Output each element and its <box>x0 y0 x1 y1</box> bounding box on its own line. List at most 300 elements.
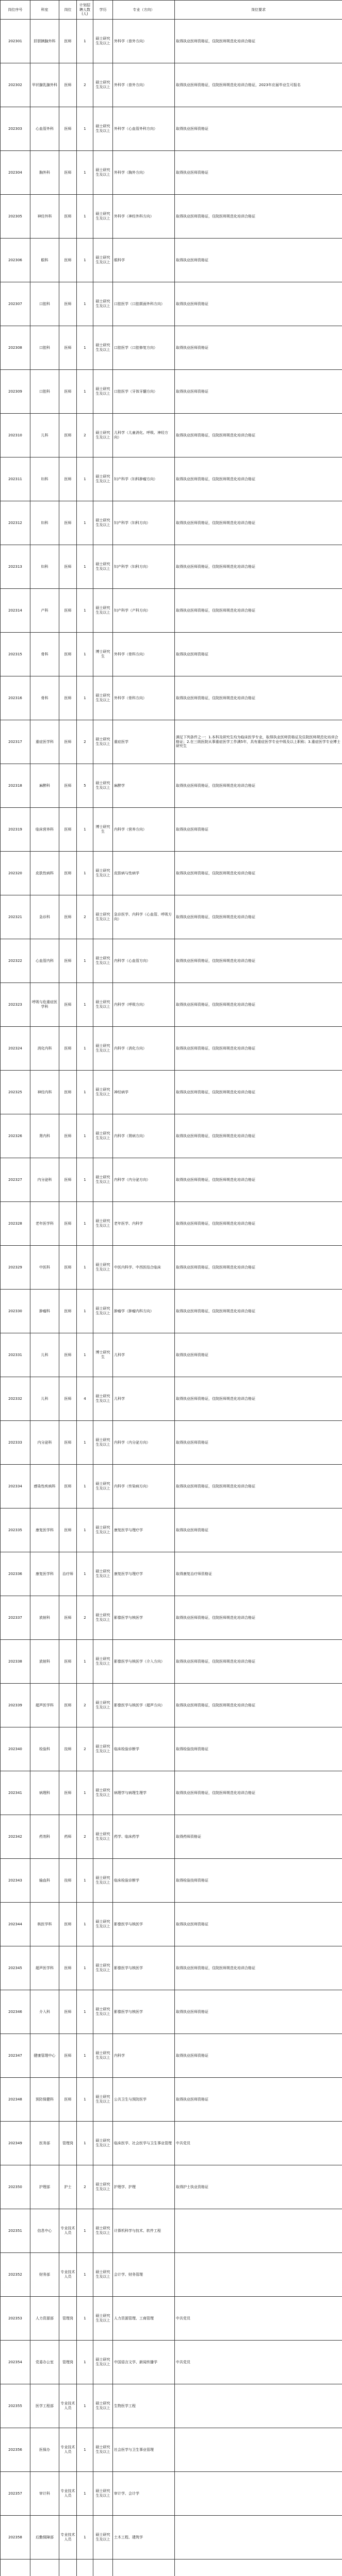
cell-req: 取得执业医师资格证，住院医师规范化培训合格证 <box>175 852 342 895</box>
cell-post: 医师 <box>59 2078 77 2122</box>
cell-count: 1 <box>77 2472 93 2516</box>
cell-count: 1 <box>77 2428 93 2472</box>
cell-id <box>1 2560 30 2576</box>
cell-major: 儿科学（儿童消化、呼吸、神经方向） <box>113 414 175 457</box>
table-row <box>1 1509 342 1552</box>
cell-count: 1 <box>77 2034 93 2078</box>
cell-req: 取得执业医师资格证，住院医师规范化培训合格证 <box>175 1640 342 1684</box>
cell-count: 1 <box>77 107 93 151</box>
cell-post: 医师 <box>59 1421 77 1465</box>
cell-id: 202306 <box>1 239 30 282</box>
cell-count: 2 <box>77 895 93 939</box>
cell-dept: 医保办 <box>30 2428 59 2472</box>
cell-req: 取得执业医师资格证，住院医师规范化培训合格证 <box>175 545 342 589</box>
cell-edu: 硕士研究生及以上 <box>93 63 113 107</box>
cell-count: 1 <box>77 2122 93 2165</box>
cell-post: 医师 <box>59 1246 77 1290</box>
cell-req: 取得执业医师资格证，住院医师规范化培训合格证，2023年应届毕业生可报名 <box>175 63 342 107</box>
header-cell-count: 计划招聘人数(人) <box>77 1 93 20</box>
table-row <box>1 939 342 983</box>
cell-edu: 硕士研究生及以上 <box>93 151 113 195</box>
cell-dept: 护理部 <box>30 2165 59 2209</box>
cell-req: 取得执业医师资格证，住院医师规范化培训合格证 <box>175 1071 342 1114</box>
cell-post: 专业技术人员 <box>59 2384 77 2428</box>
cell-req <box>175 2428 342 2472</box>
table-row <box>1 20 342 63</box>
cell-major: 麻醉学 <box>113 764 175 808</box>
cell-major: 妇产科学（产科方向） <box>113 589 175 633</box>
cell-id: 202349 <box>1 2122 30 2165</box>
cell-count: 1 <box>77 1246 93 1290</box>
cell-req: 中共党员 <box>175 2122 342 2165</box>
cell-dept: 眼科 <box>30 239 59 282</box>
cell-id: 202302 <box>1 63 30 107</box>
cell-major: 外科学（神经外科方向） <box>113 195 175 239</box>
cell-major: 影像医学与核医学 <box>113 1990 175 2034</box>
cell-post: 医师 <box>59 895 77 939</box>
cell-id: 202305 <box>1 195 30 239</box>
cell-count: 1 <box>77 1859 93 1903</box>
cell-dept: 妇科 <box>30 501 59 545</box>
cell-edu: 硕士研究生及以上 <box>93 1990 113 2034</box>
cell-count: 1 <box>77 1640 93 1684</box>
cell-id: 202317 <box>1 720 30 764</box>
cell-major: 社会医学与卫生事业管理 <box>113 2428 175 2472</box>
cell-dept: 呼吸与危重症医学科 <box>30 983 59 1027</box>
cell-count: 1 <box>77 282 93 326</box>
table-row <box>1 545 342 589</box>
cell-id: 202337 <box>1 1596 30 1640</box>
cell-major: 审计学、会计学 <box>113 2472 175 2516</box>
cell-id: 202308 <box>1 326 30 370</box>
cell-post: 专业技术人员 <box>59 2472 77 2516</box>
table-row <box>1 676 342 720</box>
cell-id: 202322 <box>1 939 30 983</box>
cell-major: 神经病学 <box>113 1071 175 1114</box>
cell-id: 202307 <box>1 282 30 326</box>
cell-post: 药师 <box>59 1815 77 1859</box>
cell-req <box>175 2209 342 2253</box>
cell-post: 医师 <box>59 808 77 852</box>
cell-major: 内科学（内分泌方向） <box>113 1421 175 1465</box>
cell-req: 取得执业医师资格证，住院医师规范化培训合格证 <box>175 457 342 501</box>
table-row <box>1 1202 342 1246</box>
cell-post: 管理岗 <box>59 2122 77 2165</box>
table-row <box>1 151 342 195</box>
cell-edu: 硕士研究生及以上 <box>93 545 113 589</box>
cell-dept: 预防保健科 <box>30 2078 59 2122</box>
cell-count <box>77 2560 93 2576</box>
cell-count: 1 <box>77 1202 93 1246</box>
cell-post: 医师 <box>59 764 77 808</box>
table-row <box>1 501 342 545</box>
table-row <box>1 457 342 501</box>
cell-dept: 肝胆胰腺外科 <box>30 20 59 63</box>
cell-post: 医师 <box>59 107 77 151</box>
cell-req: 取得执业医师资格证 <box>175 1903 342 1946</box>
cell-edu: 硕士研究生及以上 <box>93 939 113 983</box>
cell-edu: 硕士研究生及以上 <box>93 282 113 326</box>
cell-dept: 儿科 <box>30 414 59 457</box>
cell-req <box>175 2560 342 2576</box>
cell-major: 影像医学与核医学 <box>113 1946 175 1990</box>
cell-post: 技师 <box>59 1727 77 1771</box>
cell-major: 急诊医学、内科学（心血管、呼吸方向） <box>113 895 175 939</box>
cell-count: 1 <box>77 983 93 1027</box>
cell-dept: 康复医学科 <box>30 1552 59 1596</box>
cell-req: 中共党员 <box>175 2341 342 2384</box>
cell-id: 202358 <box>1 2516 30 2560</box>
cell-dept: 超声医学科 <box>30 1946 59 1990</box>
cell-post: 医师 <box>59 370 77 414</box>
cell-major: 内科学（肾病方向） <box>113 1114 175 1158</box>
cell-id: 202357 <box>1 2472 30 2516</box>
cell-req: 满足下列条件之一：1.本科及研究生均为临床医学专业，取得执业医师资格证及住院医师规范化培训合格证；2.在三级医院从事重症医学工作满5年，具有重症医学专业中级及以上职称；3.重症医学专业博士研究生 <box>175 720 342 764</box>
cell-req: 取得执业医师资格证 <box>175 107 342 151</box>
table-row <box>1 852 342 895</box>
cell-req <box>175 2516 342 2560</box>
cell-major: 口腔医学（牙体牙髓方向） <box>113 370 175 414</box>
table-row <box>1 2253 342 2297</box>
cell-count: 2 <box>77 63 93 107</box>
cell-req: 取得药师资格证 <box>175 1815 342 1859</box>
cell-req: 取得执业医师资格证 <box>175 808 342 852</box>
header-cell-post: 岗位 <box>59 1 77 20</box>
cell-edu: 硕士研究生及以上 <box>93 1815 113 1859</box>
cell-req: 取得执业医师资格证，住院医师规范化培训合格证 <box>175 676 342 720</box>
cell-post: 医师 <box>59 589 77 633</box>
cell-major: 护理学、护理 <box>113 2165 175 2209</box>
header-row <box>1 1 342 20</box>
cell-count: 1 <box>77 2516 93 2560</box>
cell-dept: 财务部 <box>30 2253 59 2297</box>
cell-id: 202329 <box>1 1246 30 1290</box>
cell-id: 202310 <box>1 414 30 457</box>
header-cell-req: 岗位要求 <box>175 1 342 20</box>
cell-post: 医师 <box>59 326 77 370</box>
cell-edu: 硕士研究生及以上 <box>93 239 113 282</box>
cell-id: 202353 <box>1 2297 30 2341</box>
cell-edu: 硕士研究生及以上 <box>93 1421 113 1465</box>
cell-id: 202316 <box>1 676 30 720</box>
cell-post: 医师 <box>59 1027 77 1071</box>
table-row <box>1 1946 342 1990</box>
cell-post: 医师 <box>59 852 77 895</box>
cell-edu: 硕士研究生及以上 <box>93 2078 113 2122</box>
table-row <box>1 2472 342 2516</box>
cell-dept: 核医学科 <box>30 1903 59 1946</box>
cell-major: 外科学（心血管外科方向） <box>113 107 175 151</box>
cell-id: 202339 <box>1 1684 30 1727</box>
cell-major: 皮肤病与性病学 <box>113 852 175 895</box>
table-row <box>1 1071 342 1114</box>
cell-post: 医师 <box>59 633 77 676</box>
cell-major: 眼科学 <box>113 239 175 282</box>
table-row <box>1 2078 342 2122</box>
table-row <box>1 764 342 808</box>
cell-dept: 输血科 <box>30 1859 59 1903</box>
cell-count: 1 <box>77 1027 93 1071</box>
cell-major: 重症医学 <box>113 720 175 764</box>
cell-req: 取得执业医师资格证，住院医师规范化培训合格证 <box>175 501 342 545</box>
cell-major: 妇产科学（妇科方向） <box>113 545 175 589</box>
table-row <box>1 1771 342 1815</box>
table-row <box>1 195 342 239</box>
cell-major: 公共卫生与预防医学 <box>113 2078 175 2122</box>
table-row <box>1 1727 342 1771</box>
cell-post: 医师 <box>59 1640 77 1684</box>
cell-major: 肿瘤学（肿瘤内科方向） <box>113 1290 175 1333</box>
cell-req: 取得执业医师资格证 <box>175 1421 342 1465</box>
cell-id: 202324 <box>1 1027 30 1071</box>
cell-edu: 硕士研究生及以上 <box>93 1246 113 1290</box>
cell-post: 医师 <box>59 939 77 983</box>
cell-dept: 骨科 <box>30 676 59 720</box>
cell-major: 内科学 <box>113 2034 175 2078</box>
cell-dept: 重症医学科 <box>30 720 59 764</box>
cell-dept: 急诊科 <box>30 895 59 939</box>
cell-dept: 审计科 <box>30 2472 59 2516</box>
cell-dept: 感染性疾病科 <box>30 1465 59 1509</box>
cell-dept: 麻醉科 <box>30 764 59 808</box>
cell-major: 妇产科学（妇科肿瘤方向） <box>113 457 175 501</box>
cell-id: 202346 <box>1 1990 30 2034</box>
cell-req: 取得执业医师资格证，住院医师规范化培训合格证 <box>175 1202 342 1246</box>
table-row <box>1 1027 342 1071</box>
cell-id: 202320 <box>1 852 30 895</box>
cell-edu: 硕士研究生及以上 <box>93 1640 113 1684</box>
cell-id: 202335 <box>1 1509 30 1552</box>
cell-major: 内科学（心血管方向） <box>113 939 175 983</box>
cell-edu: 硕士研究生及以上 <box>93 2341 113 2384</box>
cell-count: 1 <box>77 1990 93 2034</box>
cell-req: 取得检验技师资格证 <box>175 1859 342 1903</box>
cell-major: 内科学（传染病方向） <box>113 1465 175 1509</box>
cell-major: 影像医学与核医学 <box>113 1903 175 1946</box>
table-row <box>1 2209 342 2253</box>
cell-dept: 产科 <box>30 589 59 633</box>
cell-id: 202327 <box>1 1158 30 1202</box>
cell-edu: 硕士研究生及以上 <box>93 589 113 633</box>
cell-count: 1 <box>77 852 93 895</box>
cell-post: 医师 <box>59 63 77 107</box>
cell-req: 取得执业医师资格证，住院医师规范化培训合格证 <box>175 1114 342 1158</box>
cell-req: 取得执业医师资格证，住院医师规范化培训合格证 <box>175 1596 342 1640</box>
cell-post: 医师 <box>59 720 77 764</box>
cell-id: 202309 <box>1 370 30 414</box>
cell-count: 1 <box>77 501 93 545</box>
cell-count: 1 <box>77 2078 93 2122</box>
cell-dept: 放射科 <box>30 1596 59 1640</box>
cell-id: 202326 <box>1 1114 30 1158</box>
cell-edu: 硕士研究生及以上 <box>93 2209 113 2253</box>
cell-edu: 硕士研究生及以上 <box>93 326 113 370</box>
cell-edu: 硕士研究生及以上 <box>93 1946 113 1990</box>
cell-major: 计算机科学与技术、软件工程 <box>113 2209 175 2253</box>
table-row <box>1 589 342 633</box>
table-row <box>1 983 342 1027</box>
cell-count: 1 <box>77 545 93 589</box>
cell-edu: 硕士研究生及以上 <box>93 370 113 414</box>
table-row <box>1 1684 342 1727</box>
cell-edu: 博士研究生 <box>93 633 113 676</box>
cell-dept: 介入科 <box>30 1990 59 2034</box>
table-row <box>1 2297 342 2341</box>
cell-post: 医师 <box>59 239 77 282</box>
cell-major: 影像医学与核医学 <box>113 1596 175 1640</box>
cell-major: 中医内科学、中西医结合临床 <box>113 1246 175 1290</box>
cell-edu <box>93 2560 113 2576</box>
cell-count: 2 <box>77 720 93 764</box>
cell-post: 医师 <box>59 1114 77 1158</box>
cell-count: 1 <box>77 1071 93 1114</box>
cell-post: 专业技术人员 <box>59 2253 77 2297</box>
cell-edu: 硕士研究生及以上 <box>93 2034 113 2078</box>
cell-major: 影像医学与核医学（介入方向） <box>113 1640 175 1684</box>
cell-dept: 内分泌科 <box>30 1421 59 1465</box>
cell-count: 1 <box>77 939 93 983</box>
table-row <box>1 63 342 107</box>
cell-major: 老年医学、内科学 <box>113 1202 175 1246</box>
cell-post: 医师 <box>59 1071 77 1114</box>
cell-edu: 硕士研究生及以上 <box>93 2297 113 2341</box>
cell-id: 202338 <box>1 1640 30 1684</box>
cell-post: 医师 <box>59 1377 77 1421</box>
cell-req: 取得执业医师资格证 <box>175 1509 342 1552</box>
cell-dept: 人力资源部 <box>30 2297 59 2341</box>
cell-dept <box>30 2560 59 2576</box>
cell-dept: 党委办公室 <box>30 2341 59 2384</box>
cell-edu: 硕士研究生及以上 <box>93 2428 113 2472</box>
table-row <box>1 2384 342 2428</box>
cell-edu: 硕士研究生及以上 <box>93 1377 113 1421</box>
cell-req <box>175 2384 342 2428</box>
cell-count: 1 <box>77 1333 93 1377</box>
header-cell-dept: 科室 <box>30 1 59 20</box>
cell-major: 外科学（骨科方向） <box>113 676 175 720</box>
cell-id: 202325 <box>1 1071 30 1114</box>
cell-count: 1 <box>77 457 93 501</box>
cell-major: 内科学（营养方向） <box>113 808 175 852</box>
cell-post: 医师 <box>59 1903 77 1946</box>
cell-id: 202334 <box>1 1465 30 1509</box>
table-row <box>1 1158 342 1202</box>
cell-major: 会计学、财务管理 <box>113 2253 175 2297</box>
cell-major: 土木工程、建筑学 <box>113 2516 175 2560</box>
cell-edu: 硕士研究生及以上 <box>93 2122 113 2165</box>
cell-post: 医师 <box>59 1509 77 1552</box>
table-body <box>1 20 342 2576</box>
cell-post: 医师 <box>59 1596 77 1640</box>
cell-req: 取得执业医师资格证，住院医师规范化培训合格证 <box>175 983 342 1027</box>
cell-req: 取得执业医师资格证，住院医师规范化培训合格证 <box>175 1684 342 1727</box>
cell-major: 口腔医学（口腔颌面外科方向） <box>113 282 175 326</box>
cell-count: 1 <box>77 1552 93 1596</box>
cell-id: 202313 <box>1 545 30 589</box>
cell-req: 取得执业医师资格证，住院医师规范化培训合格证 <box>175 1027 342 1071</box>
cell-id: 202319 <box>1 808 30 852</box>
cell-dept: 后勤保障部 <box>30 2516 59 2560</box>
cell-major: 临床检验诊断学 <box>113 1727 175 1771</box>
cell-id: 202345 <box>1 1946 30 1990</box>
cell-post: 医师 <box>59 195 77 239</box>
cell-post: 护士 <box>59 2165 77 2209</box>
cell-post: 治疗师 <box>59 1552 77 1596</box>
cell-post: 医师 <box>59 1946 77 1990</box>
cell-post: 技师 <box>59 1859 77 1903</box>
cell-dept: 康复医学科 <box>30 1509 59 1552</box>
cell-major: 妇产科学（妇科方向） <box>113 501 175 545</box>
cell-dept: 药剂科 <box>30 1815 59 1859</box>
cell-post: 医师 <box>59 1158 77 1202</box>
cell-id: 202315 <box>1 633 30 676</box>
cell-dept: 检验科 <box>30 1727 59 1771</box>
cell-count: 1 <box>77 195 93 239</box>
table-row <box>1 1859 342 1903</box>
table-row <box>1 2428 342 2472</box>
cell-count: 1 <box>77 808 93 852</box>
cell-post: 医师 <box>59 2034 77 2078</box>
cell-id: 202303 <box>1 107 30 151</box>
cell-post: 医师 <box>59 501 77 545</box>
cell-id: 202318 <box>1 764 30 808</box>
cell-post: 专业技术人员 <box>59 2209 77 2253</box>
cell-req: 取得执业医师资格证，住院医师规范化培训合格证 <box>175 1377 342 1421</box>
cell-req: 取得执业医师资格证 <box>175 1990 342 2034</box>
table-row <box>1 1990 342 2034</box>
cell-major: 外科学（骨科方向） <box>113 633 175 676</box>
cell-count: 1 <box>77 676 93 720</box>
cell-edu: 硕士研究生及以上 <box>93 1684 113 1727</box>
cell-req: 取得执业医师资格证，住院医师规范化培训合格证 <box>175 939 342 983</box>
cell-id: 202311 <box>1 457 30 501</box>
cell-major: 临床检验诊断学 <box>113 1859 175 1903</box>
cell-dept: 消化内科 <box>30 1027 59 1071</box>
cell-dept: 肿瘤科 <box>30 1290 59 1333</box>
table-row <box>1 1246 342 1290</box>
cell-req: 取得执业医师资格证 <box>175 151 342 195</box>
cell-major: 生物医学工程 <box>113 2384 175 2428</box>
cell-post: 管理岗 <box>59 2341 77 2384</box>
cell-major: 外科学（普外方向） <box>113 63 175 107</box>
cell-id: 202347 <box>1 2034 30 2078</box>
cell-id: 202331 <box>1 1333 30 1377</box>
table-row <box>1 2341 342 2384</box>
table-row <box>1 1290 342 1333</box>
cell-req <box>175 2253 342 2297</box>
cell-post: 医师 <box>59 1684 77 1727</box>
table-row <box>1 2516 342 2560</box>
cell-dept: 医务部 <box>30 2122 59 2165</box>
cell-count: 1 <box>77 1421 93 1465</box>
table-row <box>1 1465 342 1509</box>
cell-edu: 硕士研究生及以上 <box>93 1027 113 1071</box>
cell-dept: 胸外科 <box>30 151 59 195</box>
cell-post <box>59 2560 77 2576</box>
cell-req: 取得执业医师资格证 <box>175 2078 342 2122</box>
cell-edu: 硕士研究生及以上 <box>93 676 113 720</box>
cell-id: 202312 <box>1 501 30 545</box>
cell-id: 202352 <box>1 2253 30 2297</box>
cell-id: 202350 <box>1 2165 30 2209</box>
table-row <box>1 1903 342 1946</box>
cell-req: 取得执业医师资格证，住院医师规范化培训合格证 <box>175 1246 342 1290</box>
cell-post: 医师 <box>59 676 77 720</box>
cell-count: 1 <box>77 239 93 282</box>
cell-id: 202333 <box>1 1421 30 1465</box>
cell-edu: 硕士研究生及以上 <box>93 414 113 457</box>
cell-id: 202341 <box>1 1771 30 1815</box>
